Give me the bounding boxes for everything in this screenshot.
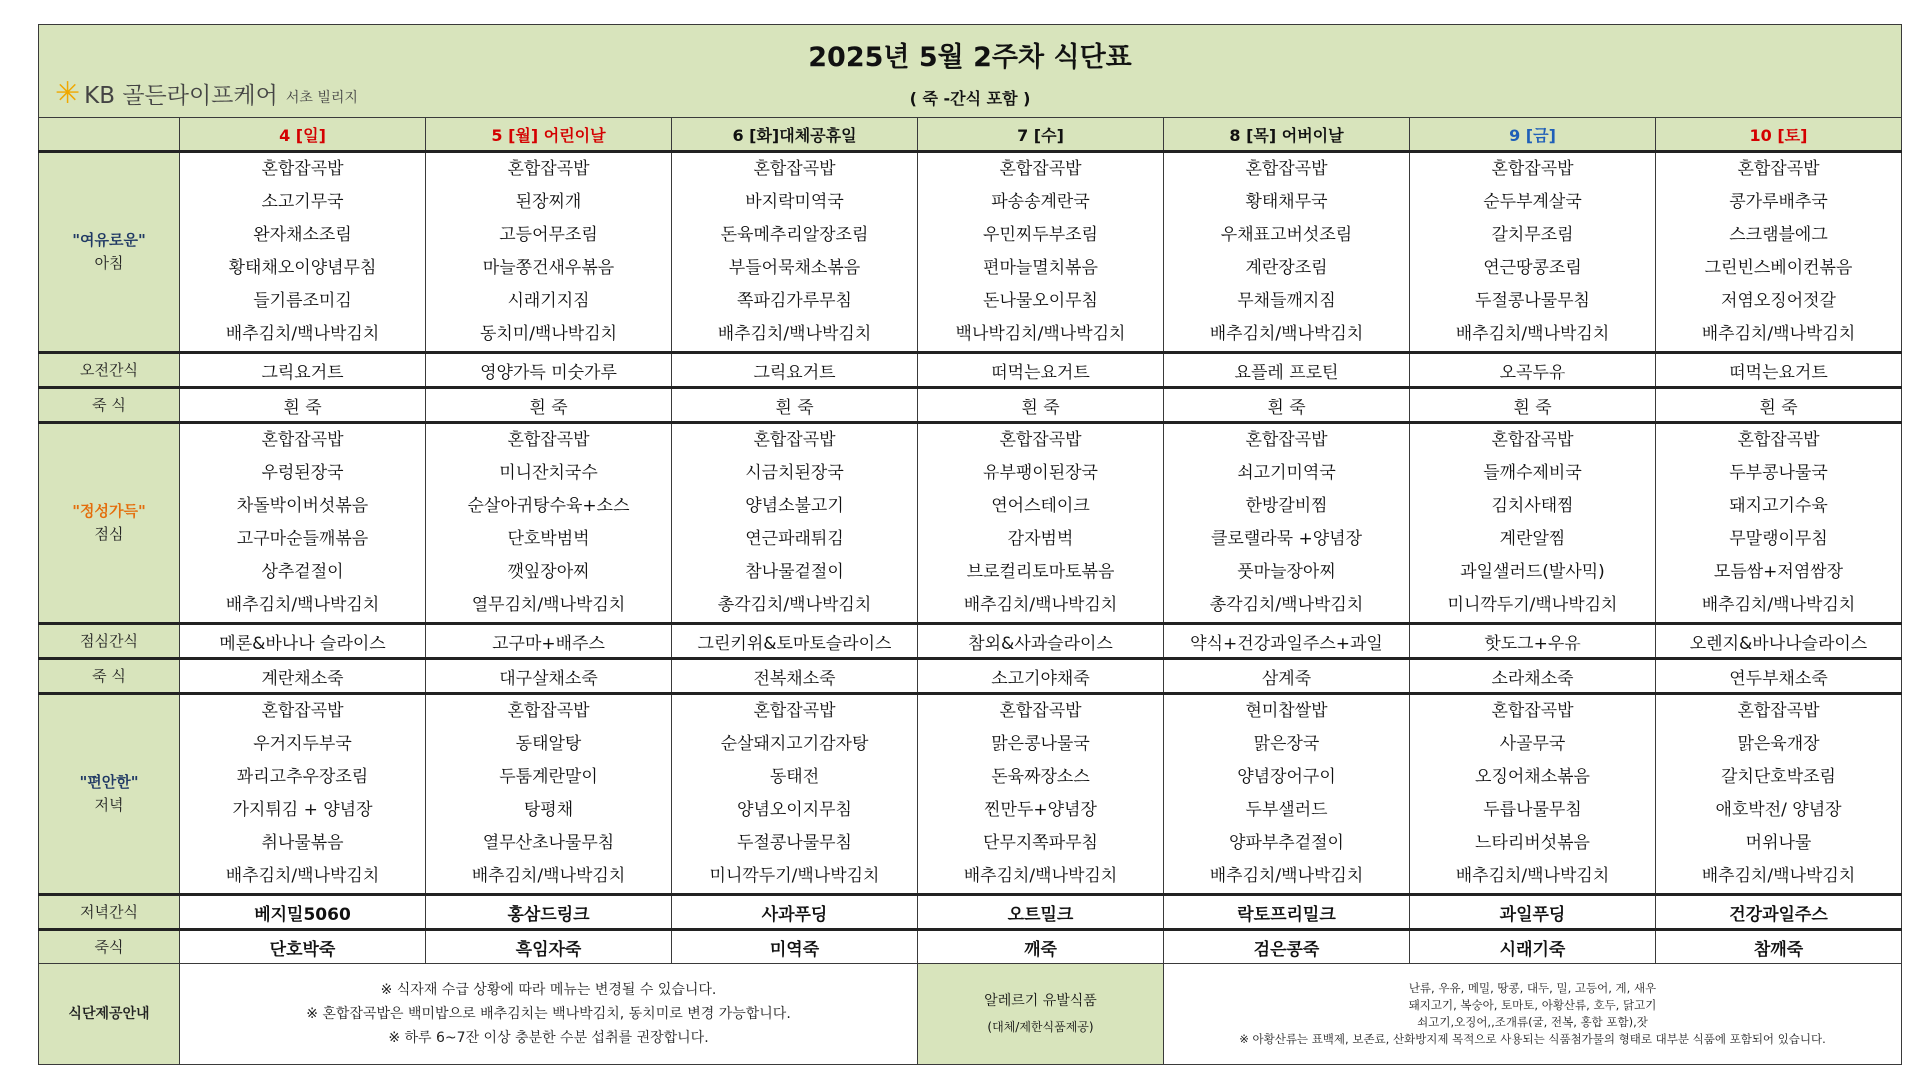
mid-porridge-row	[39, 659, 1902, 694]
night-porridge-cell: 검은콩죽	[1164, 930, 1410, 964]
lunch-menu-cell	[672, 423, 918, 624]
allergy-sublabel: (대체/제한식품제공)	[987, 1020, 1094, 1034]
info-row	[39, 964, 1902, 1065]
dinner-label	[39, 694, 180, 895]
lunch-word: 점심	[94, 525, 124, 543]
menu-item: 두절콩나물무침	[737, 833, 852, 853]
lunch-snack-cell: 메론&바나나 슬라이스	[180, 624, 426, 659]
info-label-text: 식단제공안내	[68, 1006, 150, 1022]
mid-porridge-cell: 연두부채소죽	[1656, 659, 1902, 694]
menu-item: 연근땅콩조림	[1483, 258, 1582, 278]
menu-item: 혼합잡곡밥	[753, 430, 836, 450]
menu-item: 꽈리고추우장조림	[236, 767, 369, 787]
menu-item: 무말랭이무침	[1729, 529, 1828, 549]
morning-snack-cell: 떠먹는요거트	[1656, 353, 1902, 388]
porridge-label: 죽 식	[39, 388, 180, 423]
menu-item: 두부샐러드	[1245, 800, 1328, 820]
morning-snack-cell: 그릭요거트	[672, 353, 918, 388]
menu-item: 돼지고기수육	[1729, 496, 1828, 516]
breakfast-quote: "여유로운"	[72, 231, 146, 249]
menu-item: 계란장조림	[1245, 258, 1328, 278]
morning-snack-label: 오전간식	[39, 353, 180, 388]
menu-item: 소고기무국	[261, 192, 344, 212]
menu-item: 갈치무조림	[1491, 225, 1574, 245]
menu-item: 현미찹쌀밥	[1245, 701, 1328, 721]
menu-item: 맑은육개장	[1737, 734, 1820, 754]
mid-porridge-cell: 삼계죽	[1164, 659, 1410, 694]
menu-item: 배추김치/백나박김치	[1455, 866, 1610, 886]
menu-item: 된장찌개	[515, 192, 582, 212]
mid-porridge-cell: 소라채소죽	[1410, 659, 1656, 694]
menu-item: 고등어무조림	[499, 225, 598, 245]
menu-item: 배추김치/백나박김치	[1209, 324, 1364, 344]
porridge-cell: 흰 죽	[1164, 388, 1410, 423]
allergy-line: 돼지고기, 복숭아, 토마토, 아황산류, 호두, 닭고기	[1408, 998, 1657, 1012]
menu-item: 미니깍두기/백나박김치	[709, 866, 880, 886]
menu-item: 들기름조미김	[253, 291, 352, 311]
porridge-row	[39, 388, 1902, 423]
allergy-line: 쇠고기,오징어,,조개류(굴, 전복, 홍합 포함),잣	[1417, 1015, 1648, 1029]
lunch-snack-cell: 약식+건강과일주스+과일	[1164, 624, 1410, 659]
dinner-snack-cell: 오트밀크	[918, 895, 1164, 930]
dinner-snack-cell: 락토프리밀크	[1164, 895, 1410, 930]
menu-item: 탕평채	[523, 800, 574, 820]
lunch-snack-cell: 핫도그+우유	[1410, 624, 1656, 659]
dinner-menu-cell	[426, 694, 672, 895]
breakfast-word: 아침	[94, 254, 124, 272]
menu-item: 배추김치/백나박김치	[225, 866, 380, 886]
day-number: 5	[491, 125, 503, 145]
menu-item: 배추김치/백나박김치	[1701, 866, 1856, 886]
day-header-2	[672, 118, 918, 152]
logo-text: KB 골든라이프케어	[84, 83, 278, 109]
dinner-snack-cell: 홍삼드링크	[426, 895, 672, 930]
morning-snack-cell: 떠먹는요거트	[918, 353, 1164, 388]
notice-line: ※ 하루 6~7잔 이상 충분한 수분 섭취를 권장합니다.	[388, 1030, 709, 1046]
corner-cell	[39, 118, 180, 152]
menu-item: 단무지쪽파무침	[983, 833, 1098, 853]
menu-item: 찐만두+양념장	[984, 800, 1097, 820]
menu-item: 머위나물	[1745, 833, 1812, 853]
menu-item: 총각김치/백나박김치	[717, 595, 872, 615]
menu-item: 단호박범벅	[507, 529, 590, 549]
day-header-3	[918, 118, 1164, 152]
breakfast-menu-cell	[180, 152, 426, 353]
dinner-snack-cell: 건강과일주스	[1656, 895, 1902, 930]
day-header-6	[1656, 118, 1902, 152]
day-header-row	[39, 118, 1902, 152]
menu-item: 혼합잡곡밥	[1491, 159, 1574, 179]
day-label: [목] 어버이날	[1240, 125, 1344, 145]
breakfast-row	[39, 152, 1902, 353]
allergy-list-cell	[1164, 964, 1902, 1065]
menu-item: 배추김치/백나박김치	[1455, 324, 1610, 344]
menu-item: 두릅나물무침	[1483, 800, 1582, 820]
menu-item: 배추김치/백나박김치	[1209, 866, 1364, 886]
menu-item: 두부콩나물국	[1729, 463, 1828, 483]
menu-item: 클로랠라묵 +양념장	[1210, 529, 1363, 549]
menu-item: 감자범벅	[1007, 529, 1074, 549]
menu-item: 쪽파김가루무침	[737, 291, 852, 311]
night-porridge-cell: 참깨죽	[1656, 930, 1902, 964]
mid-porridge-label: 죽 식	[39, 659, 180, 694]
porridge-cell: 흰 죽	[180, 388, 426, 423]
menu-item: 양념소불고기	[745, 496, 844, 516]
menu-item: 혼합잡곡밥	[999, 430, 1082, 450]
menu-item: 무채들깨지짐	[1237, 291, 1336, 311]
menu-item: 양파부추겉절이	[1229, 833, 1344, 853]
menu-item: 시래기지짐	[507, 291, 590, 311]
menu-item: 부들어묵채소볶음	[728, 258, 861, 278]
menu-item: 배추김치/백나박김치	[225, 324, 380, 344]
dinner-menu-cell	[1164, 694, 1410, 895]
porridge-cell: 흰 죽	[672, 388, 918, 423]
menu-item: 저염오징어젓갈	[1721, 291, 1836, 311]
menu-item: 맑은장국	[1253, 734, 1320, 754]
menu-item: 혼합잡곡밥	[1737, 430, 1820, 450]
lunch-snack-cell: 참외&사과슬라이스	[918, 624, 1164, 659]
lunch-snack-cell: 오렌지&바나나슬라이스	[1656, 624, 1902, 659]
day-label: [월] 어린이날	[502, 125, 606, 145]
day-label: [토]	[1771, 125, 1808, 145]
dinner-snack-cell: 베지밀5060	[180, 895, 426, 930]
menu-item: 모듬쌈+저염쌈장	[1713, 562, 1844, 582]
allergy-line: 난류, 우유, 메밀, 땅콩, 대두, 밀, 고등어, 게, 새우	[1408, 981, 1657, 995]
menu-item: 혼합잡곡밥	[507, 430, 590, 450]
dinner-menu-cell	[918, 694, 1164, 895]
breakfast-menu-cell	[426, 152, 672, 353]
menu-item: 파송송계란국	[991, 192, 1090, 212]
dinner-snack-cell: 사과푸딩	[672, 895, 918, 930]
day-label: [금]	[1520, 125, 1556, 145]
menu-item: 참나물겉절이	[745, 562, 844, 582]
night-porridge-cell: 시래기죽	[1410, 930, 1656, 964]
dinner-word: 저녁	[94, 796, 124, 814]
menu-item: 혼합잡곡밥	[507, 159, 590, 179]
day-number: 4	[279, 125, 291, 145]
menu-item: 김치사태찜	[1491, 496, 1574, 516]
menu-item: 두절콩나물무침	[1475, 291, 1590, 311]
menu-item: 순두부계살국	[1483, 192, 1582, 212]
night-porridge-cell: 흑임자죽	[426, 930, 672, 964]
menu-item: 혼합잡곡밥	[1737, 701, 1820, 721]
day-number: 8	[1229, 125, 1241, 145]
menu-item: 연어스테이크	[991, 496, 1090, 516]
menu-item: 황태채무국	[1245, 192, 1328, 212]
page-subtitle: ( 죽 -간식 포함 )	[909, 89, 1031, 108]
menu-item: 콩가루배추국	[1729, 192, 1828, 212]
menu-item: 배추김치/백나박김치	[963, 866, 1118, 886]
day-header-0	[180, 118, 426, 152]
menu-item: 그린빈스베이컨볶음	[1704, 258, 1853, 278]
menu-item: 상추겉절이	[261, 562, 344, 582]
menu-item: 열무김치/백나박김치	[471, 595, 626, 615]
menu-item: 혼합잡곡밥	[999, 701, 1082, 721]
menu-item: 동치미/백나박김치	[479, 324, 618, 344]
menu-item: 두툼계란말이	[499, 767, 598, 787]
mid-porridge-cell: 소고기야채죽	[918, 659, 1164, 694]
menu-item: 백나박김치/백나박김치	[955, 324, 1126, 344]
menu-item: 혼합잡곡밥	[261, 701, 344, 721]
meal-plan-table	[38, 24, 1902, 1065]
night-porridge-row	[39, 930, 1902, 964]
menu-item: 깻잎장아찌	[507, 562, 590, 582]
logo-branch: 서초 빌리지	[285, 89, 358, 106]
menu-item: 풋마늘장아찌	[1237, 562, 1336, 582]
menu-item: 들깨수제비국	[1483, 463, 1582, 483]
menu-item: 동태전	[769, 767, 820, 787]
dinner-row	[39, 694, 1902, 895]
dinner-snack-cell: 과일푸딩	[1410, 895, 1656, 930]
morning-snack-row	[39, 353, 1902, 388]
breakfast-menu-cell	[1164, 152, 1410, 353]
menu-item: 혼합잡곡밥	[1491, 701, 1574, 721]
lunch-label	[39, 423, 180, 624]
notice-line: ※ 혼합잡곡밥은 백미밥으로 배추김치는 백나박김치, 동치미로 변경 가능합니다.	[306, 1006, 791, 1022]
menu-item: 브로컬리토마토볶음	[966, 562, 1115, 582]
menu-item: 미니깍두기/백나박김치	[1447, 595, 1618, 615]
menu-item: 우거지두부국	[253, 734, 352, 754]
menu-item: 취나물볶음	[261, 833, 344, 853]
menu-item: 총각김치/백나박김치	[1209, 595, 1364, 615]
breakfast-menu-cell	[918, 152, 1164, 353]
menu-item: 배추김치/백나박김치	[1701, 324, 1856, 344]
menu-item: 계란알찜	[1499, 529, 1566, 549]
menu-item: 혼합잡곡밥	[1245, 159, 1328, 179]
day-number: 10	[1749, 125, 1772, 145]
day-label: [화]대체공휴일	[743, 125, 857, 145]
menu-item: 고구마순들깨볶음	[236, 529, 369, 549]
dinner-menu-cell	[1410, 694, 1656, 895]
breakfast-menu-cell	[1410, 152, 1656, 353]
menu-item: 혼합잡곡밥	[261, 430, 344, 450]
info-label	[39, 964, 180, 1065]
menu-item: 양념오이지무침	[737, 800, 852, 820]
lunch-quote: "정성가득"	[72, 502, 146, 520]
porridge-cell: 흰 죽	[918, 388, 1164, 423]
dinner-snack-label: 저녁간식	[39, 895, 180, 930]
dinner-menu-cell	[1656, 694, 1902, 895]
menu-item: 혼합잡곡밥	[753, 701, 836, 721]
dinner-snack-row	[39, 895, 1902, 930]
menu-item: 황태채오이양념무침	[228, 258, 377, 278]
menu-item: 갈치단호박조림	[1721, 767, 1836, 787]
mid-porridge-cell: 대구살채소죽	[426, 659, 672, 694]
porridge-cell: 흰 죽	[426, 388, 672, 423]
page-title: 2025년 5월 2주차 식단표	[808, 42, 1132, 73]
menu-item: 가지튀김 + 양념장	[232, 800, 373, 820]
day-label: [수]	[1028, 125, 1064, 145]
menu-item: 양념장어구이	[1237, 767, 1336, 787]
kb-logo	[55, 76, 358, 111]
dinner-menu-cell	[672, 694, 918, 895]
lunch-snack-cell: 그린키위&토마토슬라이스	[672, 624, 918, 659]
menu-item: 차돌박이버섯볶음	[236, 496, 369, 516]
allergy-line: ※ 아황산류는 표백제, 보존료, 산화방지제 목적으로 사용되는 식품첨가물의 형태로 대부분 식품에 포함되어 있습니다.	[1239, 1032, 1826, 1046]
lunch-menu-cell	[1164, 423, 1410, 624]
allergy-label-cell	[918, 964, 1164, 1065]
lunch-menu-cell	[918, 423, 1164, 624]
menu-item: 우채표고버섯조림	[1220, 225, 1353, 245]
menu-item: 혼합잡곡밥	[753, 159, 836, 179]
menu-item: 배추김치/백나박김치	[471, 866, 626, 886]
mid-porridge-cell: 전복채소죽	[672, 659, 918, 694]
breakfast-menu-cell	[672, 152, 918, 353]
menu-item: 마늘쫑건새우볶음	[482, 258, 615, 278]
menu-item: 완자채소조림	[253, 225, 352, 245]
menu-item: 과일샐러드(발사믹)	[1460, 562, 1605, 582]
menu-item: 시금치된장국	[745, 463, 844, 483]
night-porridge-cell: 깨죽	[918, 930, 1164, 964]
menu-item: 순살아귀탕수육+소스	[467, 496, 630, 516]
menu-item: 맑은콩나물국	[991, 734, 1090, 754]
day-label: [일]	[290, 125, 326, 145]
morning-snack-cell: 오곡두유	[1410, 353, 1656, 388]
menu-item: 연근파래튀김	[745, 529, 844, 549]
menu-item: 편마늘멸치볶음	[983, 258, 1098, 278]
lunch-snack-row	[39, 624, 1902, 659]
menu-item: 우렁된장국	[261, 463, 344, 483]
dinner-menu-cell	[180, 694, 426, 895]
dinner-quote: "편안한"	[79, 773, 139, 791]
menu-item: 배추김치/백나박김치	[963, 595, 1118, 615]
menu-item: 돈육메추리알장조림	[720, 225, 869, 245]
menu-item: 돈육짜장소스	[991, 767, 1090, 787]
breakfast-label	[39, 152, 180, 353]
menu-item: 오징어채소볶음	[1475, 767, 1590, 787]
lunch-snack-label: 점심간식	[39, 624, 180, 659]
morning-snack-cell: 그릭요거트	[180, 353, 426, 388]
menu-item: 바지락미역국	[745, 192, 844, 212]
menu-item: 느타리버섯볶음	[1475, 833, 1590, 853]
menu-item: 스크램블에그	[1729, 225, 1828, 245]
day-header-1	[426, 118, 672, 152]
menu-item: 한방갈비찜	[1245, 496, 1328, 516]
lunch-menu-cell	[180, 423, 426, 624]
menu-item: 유부팽이된장국	[983, 463, 1098, 483]
day-number: 7	[1017, 125, 1029, 145]
menu-item: 배추김치/백나박김치	[717, 324, 872, 344]
day-number: 6	[732, 125, 744, 145]
menu-item: 혼합잡곡밥	[507, 701, 590, 721]
morning-snack-cell: 영양가득 미숫가루	[426, 353, 672, 388]
menu-item: 사골무국	[1499, 734, 1566, 754]
night-porridge-label: 죽식	[39, 930, 180, 964]
menu-item: 돈나물오이무침	[983, 291, 1098, 311]
menu-item: 순살돼지고기감자탕	[720, 734, 869, 754]
lunch-row	[39, 423, 1902, 624]
day-header-4	[1164, 118, 1410, 152]
menu-item: 애호박전/ 양념장	[1715, 800, 1842, 820]
menu-item: 혼합잡곡밥	[1491, 430, 1574, 450]
morning-snack-cell: 요플레 프로틴	[1164, 353, 1410, 388]
notice-cell	[180, 964, 918, 1065]
menu-item: 혼합잡곡밥	[261, 159, 344, 179]
menu-item: 우민찌두부조림	[983, 225, 1098, 245]
mid-porridge-cell: 계란채소죽	[180, 659, 426, 694]
menu-item: 동태알탕	[515, 734, 582, 754]
lunch-menu-cell	[1656, 423, 1902, 624]
menu-item: 혼합잡곡밥	[1737, 159, 1820, 179]
title-bar	[39, 25, 1902, 118]
menu-item: 혼합잡곡밥	[1245, 430, 1328, 450]
menu-item: 배추김치/백나박김치	[225, 595, 380, 615]
menu-item: 배추김치/백나박김치	[1701, 595, 1856, 615]
menu-item: 열무산초나물무침	[482, 833, 615, 853]
allergy-label: 알레르기 유발식품	[984, 993, 1097, 1009]
lunch-menu-cell	[1410, 423, 1656, 624]
porridge-cell: 흰 죽	[1410, 388, 1656, 423]
day-number: 9	[1509, 125, 1521, 145]
breakfast-menu-cell	[1656, 152, 1902, 353]
day-header-5	[1410, 118, 1656, 152]
porridge-cell: 흰 죽	[1656, 388, 1902, 423]
lunch-snack-cell: 고구마+배주스	[426, 624, 672, 659]
kb-star-logo-icon: ✳	[55, 76, 79, 111]
menu-item: 쇠고기미역국	[1237, 463, 1336, 483]
menu-item: 미니잔치국수	[499, 463, 598, 483]
menu-item: 혼합잡곡밥	[999, 159, 1082, 179]
night-porridge-cell: 미역죽	[672, 930, 918, 964]
notice-line: ※ 식자재 수급 상황에 따라 메뉴는 변경될 수 있습니다.	[380, 982, 717, 998]
lunch-menu-cell	[426, 423, 672, 624]
night-porridge-cell: 단호박죽	[180, 930, 426, 964]
